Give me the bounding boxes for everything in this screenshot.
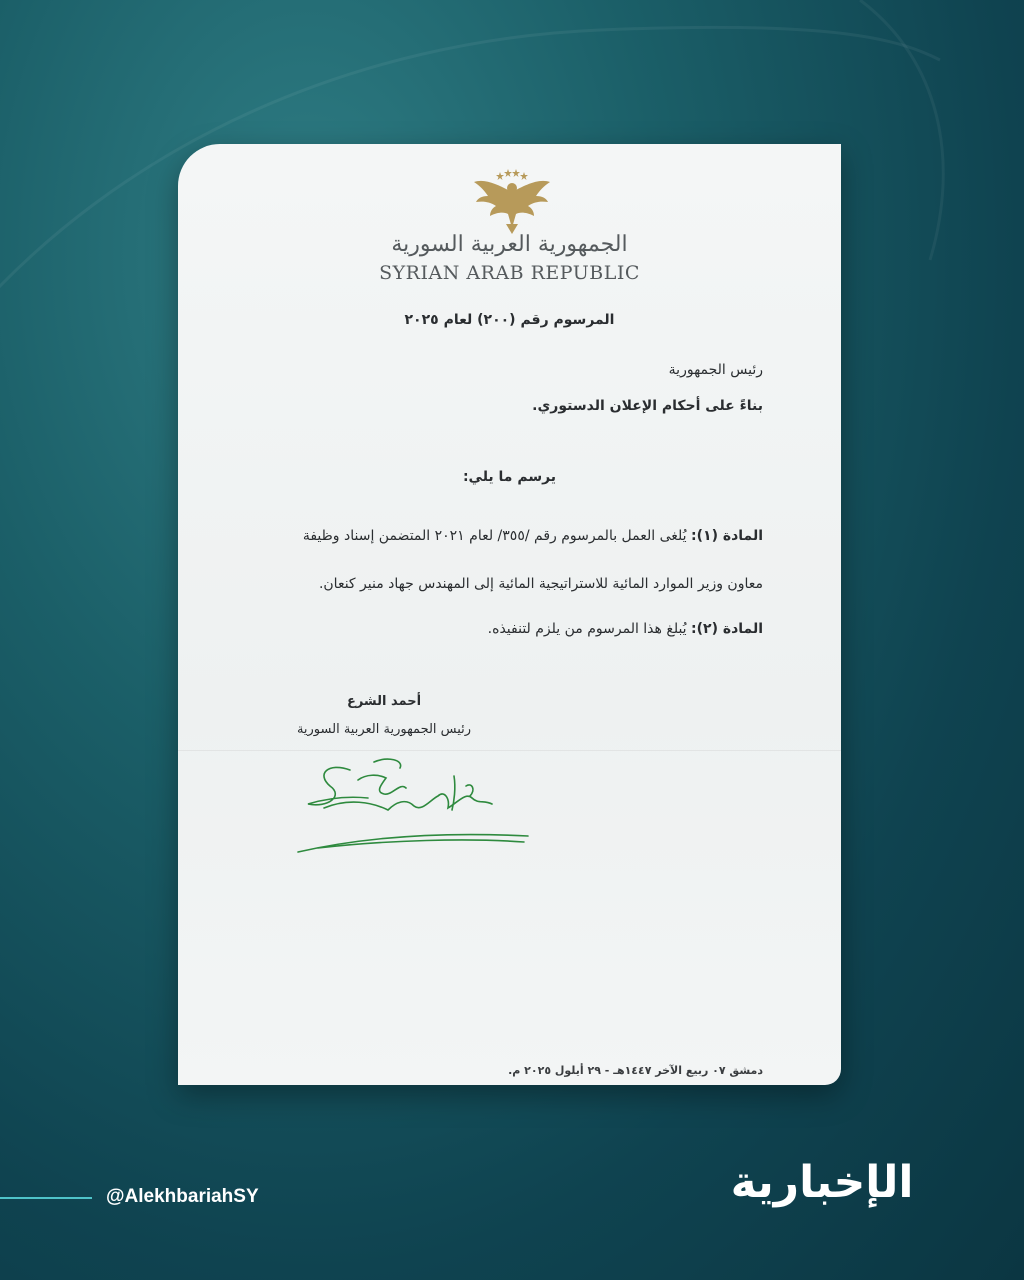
social-handle: @AlekhbariahSY: [106, 1186, 259, 1207]
signer-name: أحمد الشرع: [346, 694, 422, 709]
header-english: SYRIAN ARAB REPUBLIC: [379, 262, 640, 284]
article-2-label: المادة (٢):: [691, 621, 763, 637]
decree-paper: [178, 144, 841, 1085]
decree-title: المرسوم رقم (٢٠٠) لعام ٢٠٢٥: [404, 312, 615, 328]
article-1-line-2: معاون وزير الموارد المائية للاستراتيجية المائية إلى المهندس جهاد منير كنعان.: [318, 576, 763, 592]
article-2-text: يُبلغ هذا المرسوم من يلزم لتنفيذه.: [487, 621, 687, 637]
signer-title: رئيس الجمهورية العربية السورية: [296, 722, 472, 737]
handle-accent-line: [0, 1197, 92, 1199]
article-2-line: [488, 621, 763, 637]
decrees-line: يرسم ما يلي:: [462, 469, 557, 485]
paper-fold: [178, 750, 841, 751]
header-arabic: الجمهورية العربية السورية: [391, 232, 628, 257]
basis-line: بناءً على أحكام الإعلان الدستوري.: [532, 398, 763, 414]
signature-icon: [288, 752, 538, 862]
article-1-label: المادة (١):: [691, 528, 763, 544]
article-1-text-1: يُلغى العمل بالمرسوم رقم /٣٥٥/ لعام ٢٠٢١ المتضمن إسناد وظيفة: [302, 528, 687, 544]
date-line: دمشق ٠٧ ربيع الآخر ١٤٤٧هـ - ٢٩ أيلول ٢٠٢٥ م.: [508, 1064, 763, 1077]
issuer-line: رئيس الجمهورية: [668, 362, 763, 378]
article-1-line-1: [303, 528, 763, 544]
channel-logo: الإخبارية: [730, 1157, 914, 1208]
eagle-emblem-icon: [470, 168, 554, 234]
